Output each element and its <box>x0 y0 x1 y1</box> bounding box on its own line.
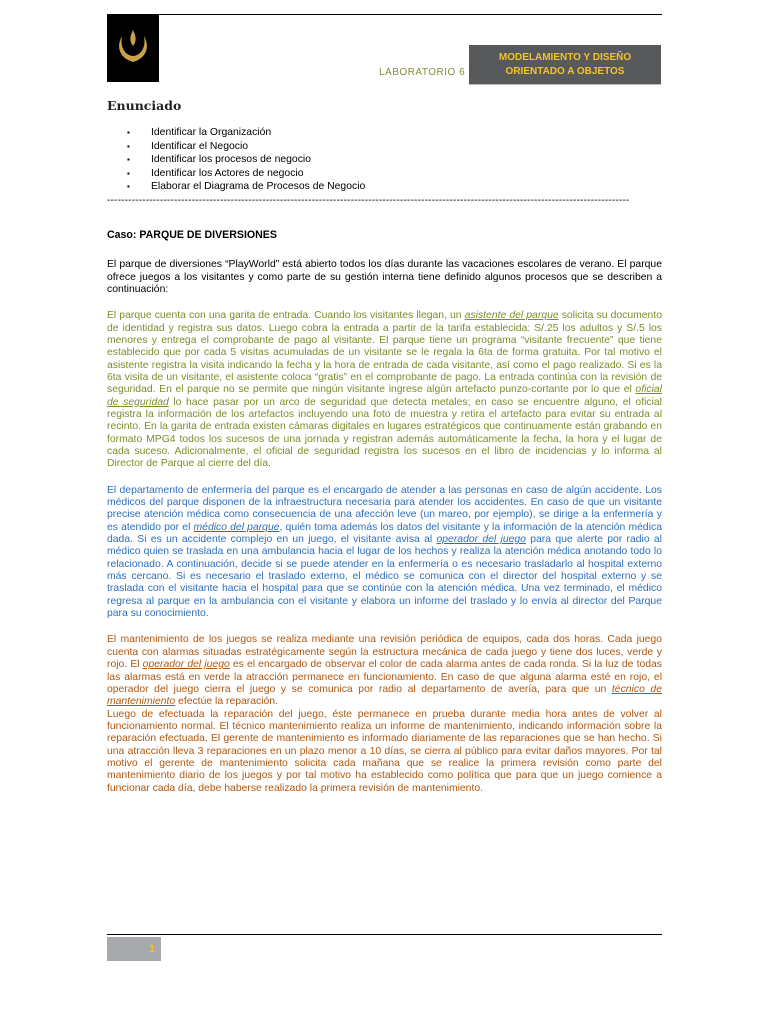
lab-label: LABORATORIO 6 <box>379 67 466 78</box>
intro-paragraph: El parque de diversiones “PlayWorld” está abierto todos los días durante las vacaciones escolares de verano. El parque ofrece juegos a los visitantes y como parte de su gestión interna tiene definido algunos procesos que se describen a continuación: <box>107 259 662 295</box>
dashed-separator: ---------------------------------------------------------------------------------------------------------------------------------------------------- <box>107 194 630 206</box>
task-text: Identificar los Actores de negocio <box>151 167 304 179</box>
role-operador-del-juego: operador del juego <box>436 534 526 546</box>
square-bullet-icon: ▪ <box>127 168 130 178</box>
page-number: 1 <box>148 943 155 955</box>
section-heading: Enunciado <box>107 98 182 113</box>
square-bullet-icon: ▪ <box>127 182 130 192</box>
course-box-rule <box>469 84 661 85</box>
document-body <box>107 100 662 795</box>
maintenance-paragraph <box>107 634 662 708</box>
square-bullet-icon: ▪ <box>127 141 130 151</box>
task-text: Identificar el Negocio <box>151 140 249 152</box>
paragraph-text: El parque cuenta con una garita de entrada. Cuando los visitantes llegan, un <box>107 310 465 322</box>
footer-rule <box>107 934 662 935</box>
paragraph-text: solicita su documento de identidad y registra sus datos. Luego cobra la entrada a partir de la tarifa establecida: S/.25 los adultos y S/.5 los menores y entrega el comprobante de pago al visitante. El parque tiene un programa “visitante frecuente” que tiene establecido que por cada 5 visitas acumuladas de un visitante se le regala la 6ta de forma gratuita. Por tal motivo el asistente registra la visita indicando la fecha y la hora de entrada de cada visitante, así como el pago realizado. Si es la 6ta visita de un visitante, el asistente coloca “gratis” en el comprobante de pago. La entrada continúa con la revisión de seguridad. En el parque no se permite que ningún visitante ingrese algún artefacto punzo-cortante por lo que el <box>107 310 662 396</box>
task-item <box>127 140 662 154</box>
task-item <box>127 126 662 140</box>
task-item <box>127 167 662 181</box>
entrance-paragraph <box>107 310 662 470</box>
course-title-line-2: ORIENTADO A OBJETOS <box>505 65 625 77</box>
task-text: Elaborar el Diagrama de Procesos de Negocio <box>151 181 366 193</box>
page-number-box <box>107 937 161 961</box>
header-top-rule <box>107 14 662 15</box>
paragraph-text: es el encargado de observar el color de cada alarma antes de cada ronda. Si la luz de todas las alarmas está en verde la atracción permanece en funcionamiento. En caso de que alguna alarma esté en rojo, el operador del juego cierra el juego y se comunica por radio al departamento de avería, para que un <box>107 659 662 695</box>
repair-paragraph: Luego de efectuada la reparación del juego, éste permanece en prueba durante media hora antes de volver al funcionamiento normal. El técnico mantenimiento realiza un informe de mantenimiento, indicando información sobre la reparación efectuada. El gerente de mantenimiento es informado diariamente de las reparaciones que se han hecho. Si una atracción lleva 3 reparaciones en un plazo menor a 10 días, se cierra al público para evitar daños mayores. Por tal motivo el gerente de mantenimiento solicita cada mañana que se realice la primera revisión como parte del mantenimiento diario de los juegos y por tal motivo ha establecido como política que para que un juego comience a funcionar cada día, debe haberse realizado la primera revisión de mantenimiento. <box>107 708 662 794</box>
case-title: Caso: PARQUE DE DIVERSIONES <box>107 228 277 241</box>
square-bullet-icon: ▪ <box>127 155 130 165</box>
infirmary-paragraph <box>107 485 662 621</box>
paragraph-text: efectúe la reparación. <box>175 696 278 708</box>
role-oficial-de-seguridad: oficial de seguridad <box>107 384 662 408</box>
role-tecnico-de-mantenimiento: técnico de mantenimiento <box>107 683 662 708</box>
course-title-box <box>469 45 661 84</box>
flame-logo-icon <box>113 24 153 72</box>
task-text: Identificar los procesos de negocio <box>151 154 311 166</box>
role-operador-del-juego: operador del juego <box>142 659 230 671</box>
role-medico-del-parque: médico del parque <box>193 521 280 533</box>
paragraph-text: El departamento de enfermería del parque es el encargado de atender a las personas en caso de algún accidente. Los médicos del parque disponen de la infraestructura necesaria para atender los accidentes. En caso de que un visitante precise atención médica como consecuencia de una afección leve (un mareo, por ejemplo), se dirige a la enfermería y es atendido por el <box>107 484 662 533</box>
task-text: Identificar la Organización <box>151 127 272 139</box>
square-bullet-icon: ▪ <box>127 128 130 138</box>
task-list <box>127 126 662 194</box>
role-asistente-del-parque: asistente del parque <box>464 310 559 322</box>
paragraph-text: lo hace pasar por un arco de seguridad que detecta metales; en caso se encuentre alguno, el oficial registra la información de los artefactos incluyendo una foto de muestra y retira el artefacto para evitar su entrada al recinto. En la garita de entrada existen cámaras digitales en lugares estratégicos que continuamente están grabando en formato MPG4 todos los sucesos de una jornada y registran además automáticamente la fecha, la hora y el lugar de cada suceso. Adicionalmente, el oficial de seguridad registra los sucesos en el libro de incidencias y lo informa al Director de Parque al cierre del día. <box>107 396 662 470</box>
university-logo <box>107 14 159 82</box>
task-item <box>127 180 662 194</box>
course-title-line-1: MODELAMIENTO Y DISEÑO <box>498 51 632 63</box>
paragraph-text: El mantenimiento de los juegos se realiza mediante una revisión periódica de equipos, cada dos horas. Cada juego cuenta con alarmas situadas estratégicamente según la estructura mecánica de cada juego y tiene dos luces, verde y rojo. El <box>107 634 662 671</box>
paragraph-text: para que alerte por radio al médico quien se traslada en una ambulancia hacia el lugar de los hechos y realiza la atención médica anotando todo lo relacionado. A continuación, decide si se puede atender en la enfermería o es necesario trasladarlo al hospital externo más cercano. Si es necesario el traslado externo, el médico se comunica con el director del hospital externo y se traslada con el visitante hacia el hospital para que se continúe con la atención médica. Una vez terminado, el médico regresa al parque en la ambulancia con el visitante y elabora un informe del traslado y lo envía al director del Parque para su conocimiento. <box>107 534 662 620</box>
paragraph-text: , quién toma además los datos del visitante y la información de la atención médica dada. Si es un accidente complejo en un juego, el visitante avisa al <box>107 521 662 546</box>
task-item <box>127 153 662 167</box>
